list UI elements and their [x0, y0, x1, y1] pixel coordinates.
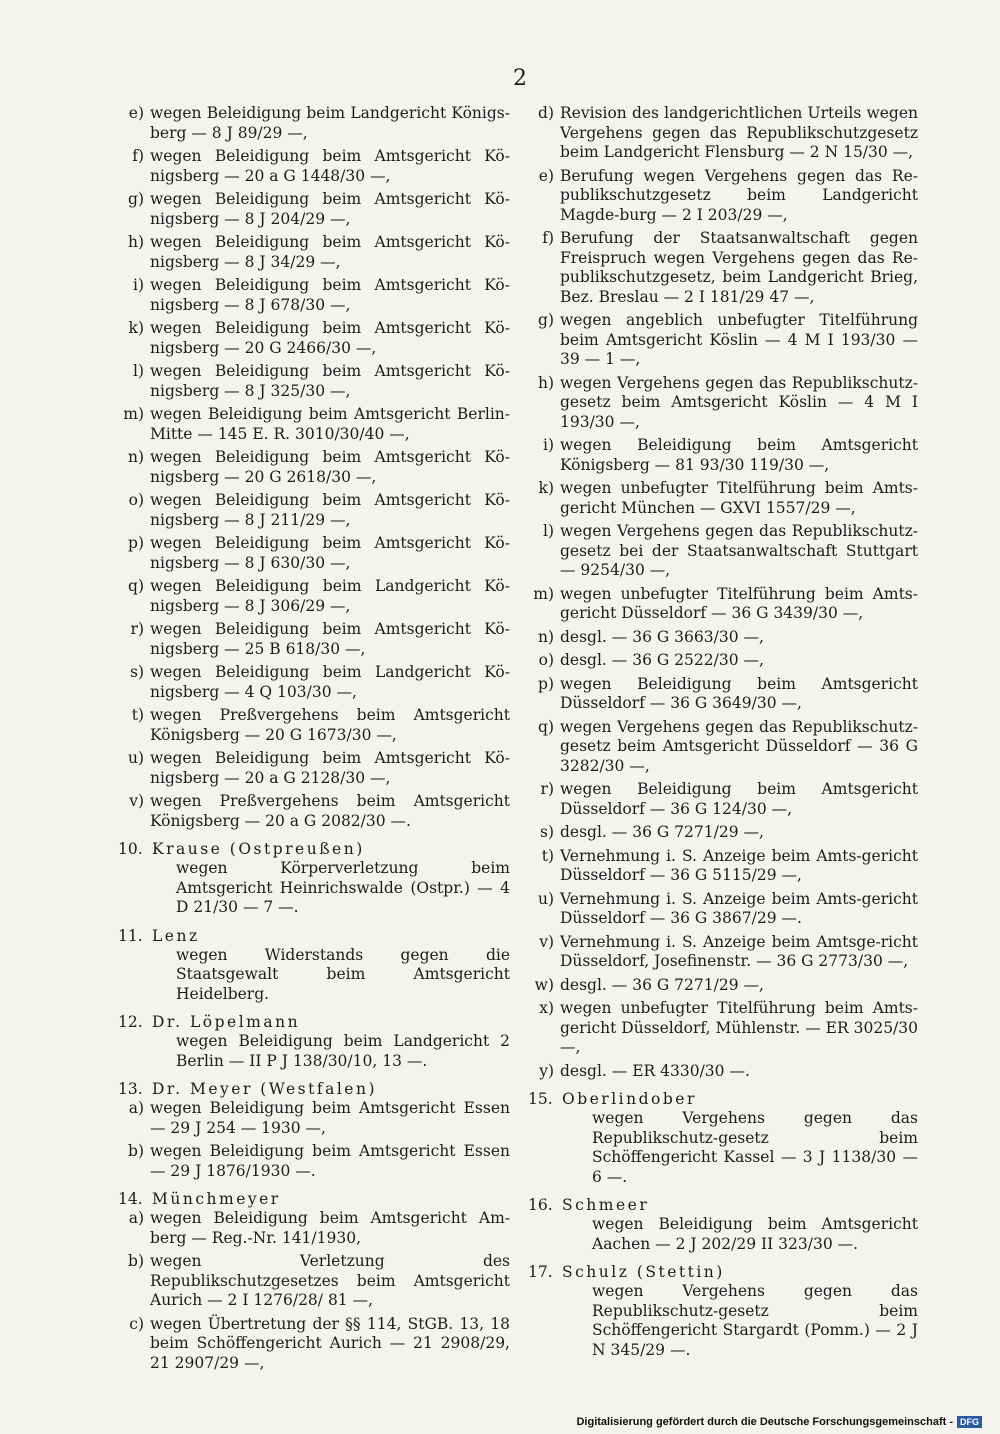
item-15-heading [528, 1089, 918, 1109]
item-label: f) [542, 229, 554, 247]
item-text: wegen Beleidigung beim Amtsgericht Kö-nigsberg — 8 J 211/29 —, [150, 491, 510, 529]
item-label: v) [129, 792, 144, 810]
left-entries [118, 104, 510, 831]
item-text: wegen Übertretung der §§ 114, StGB. 13, 18 beim Schöffengericht Aurich — 21 2908/29, 21 2907/29 —, [150, 1314, 510, 1372]
item-label: n) [537, 627, 554, 646]
item-number: 10. [118, 840, 143, 858]
item-label: u) [127, 749, 144, 767]
item-label: i) [542, 436, 554, 454]
item-label: u) [537, 889, 554, 908]
list-item [118, 1099, 510, 1138]
item-text: wegen Beleidigung beim Amtsgericht Düsseldorf — 36 G 124/30 —, [560, 780, 918, 818]
list-item [118, 190, 510, 229]
item-label: t) [541, 846, 554, 865]
list-item [118, 362, 510, 401]
item-label: v) [539, 932, 554, 951]
item-text: wegen Beleidigung beim Amtsgericht Kö-nigsberg — 20 a G 1448/30 —, [150, 147, 510, 185]
item-17-heading [528, 1262, 918, 1282]
list-item [118, 1209, 510, 1248]
list-item [118, 276, 510, 315]
list-item [528, 999, 918, 1058]
page-number: 2 [513, 66, 527, 91]
item-14-entries [118, 1209, 510, 1373]
item-text: wegen Beleidigung beim Amtsgericht Kö-nigsberg — 8 J 630/30 —, [150, 534, 510, 572]
list-item [528, 628, 918, 648]
list-item [118, 491, 510, 530]
list-item [118, 1315, 510, 1374]
item-text: wegen Beleidigung beim Amtsgericht Essen — 29 J 254 — 1930 —, [150, 1099, 510, 1137]
list-item [118, 792, 510, 831]
item-13-entries [118, 1099, 510, 1181]
item-13-heading [118, 1079, 510, 1099]
item-text: wegen Beleidigung beim Landgericht Kö-nigsberg — 4 Q 103/30 —, [150, 663, 510, 701]
item-number: 12. [118, 1013, 143, 1031]
list-item [528, 823, 918, 843]
item-label: p) [538, 674, 554, 693]
item-text: wegen Beleidigung beim Amtsgericht Kö-nigsberg — 8 J 204/29 —, [150, 190, 510, 228]
list-item [118, 706, 510, 745]
item-text: wegen Preßvergehens beim Amtsgericht Königsberg — 20 G 1673/30 —, [150, 706, 510, 744]
list-item [528, 479, 918, 518]
item-label: w) [534, 975, 554, 994]
item-label: q) [128, 577, 144, 595]
item-label: k) [128, 319, 144, 337]
item-label: h) [537, 373, 554, 392]
item-12-heading [118, 1012, 510, 1032]
dfg-logo: DFG [957, 1416, 982, 1428]
person-name: Münchmeyer [152, 1190, 281, 1208]
item-label: l) [542, 522, 554, 540]
item-label: l) [132, 362, 144, 380]
list-item [118, 233, 510, 272]
item-label: a) [128, 1099, 144, 1117]
item-label: s) [539, 823, 554, 841]
item-label: r) [540, 780, 554, 798]
item-text: wegen Beleidigung beim Amtsgericht Essen — 29 J 1876/1930 —. [150, 1142, 510, 1180]
item-label: b) [128, 1252, 144, 1270]
item-text: desgl. — 36 G 2522/30 —, [560, 651, 764, 669]
item-text: wegen Beleidigung beim Amtsgericht Berlin-Mitte — 145 E. R. 3010/30/40 —, [150, 405, 510, 443]
list-item [528, 847, 918, 886]
item-15-desc: wegen Vergehens gegen das Republikschutz-gesetz beim Schöffengericht Kassel — 3 J 1138/30 — 6 —. [592, 1109, 918, 1186]
item-11-desc: wegen Widerstands gegen die Staatsgewalt beim Amtsgericht Heidelberg. [176, 945, 510, 1003]
item-text: wegen Beleidigung beim Landgericht Kö-nigsberg — 8 J 306/29 —, [150, 577, 510, 615]
item-label: h) [127, 233, 144, 251]
footer [576, 1416, 982, 1428]
item-text: wegen Vergehens gegen das Republikschutz-gesetz bei der Staatsanwaltschaft Stuttgart — 9254/30 —, [560, 522, 918, 579]
list-item [528, 675, 918, 714]
item-label: s) [129, 663, 144, 681]
item-12-desc: wegen Beleidigung beim Landgericht 2 Berlin — II P J 138/30/10, 13 —. [176, 1032, 510, 1070]
left-column [118, 104, 510, 1377]
item-label: e) [128, 104, 144, 122]
item-text: wegen Beleidigung beim Amtsgericht Kö-nigsberg — 8 J 678/30 —, [150, 276, 510, 314]
list-item [118, 405, 510, 444]
item-text: wegen angeblich unbefugter Titelführung beim Amtsgericht Köslin — 4 M I 193/30 — 39 — 1 —, [560, 311, 918, 368]
list-item [528, 229, 918, 307]
list-item [118, 534, 510, 573]
list-item [528, 976, 918, 996]
list-item [528, 167, 918, 226]
list-item [118, 663, 510, 702]
item-label: e) [538, 166, 554, 185]
item-label: i) [132, 276, 144, 294]
item-number: 16. [528, 1196, 553, 1214]
item-text: wegen Verletzung des Republikschutzgesetzes beim Amtsgericht Aurich — 2 I 1276/28/ 81 —, [150, 1252, 510, 1309]
item-text: wegen Beleidigung beim Amtsgericht Kö-nigsberg — 8 J 325/30 —, [150, 362, 510, 400]
item-text: Vernehmung i. S. Anzeige beim Amts-gericht Düsseldorf — 36 G 5115/29 —, [560, 846, 918, 884]
item-text: wegen Beleidigung beim Amtsgericht Am-berg — Reg.-Nr. 141/1930, [150, 1209, 510, 1247]
item-label: a) [128, 1209, 144, 1227]
item-number: 15. [528, 1090, 553, 1108]
item-text: desgl. — 36 G 7271/29 —, [560, 975, 764, 994]
item-label: y) [539, 1061, 554, 1080]
item-text: Revision des landgerichtlichen Urteils wegen Vergehens gegen das Republikschutzgesetz beim Landgericht Flensburg — 2 N 15/30 —, [560, 104, 918, 161]
item-number: 17. [528, 1263, 553, 1281]
item-10-desc: wegen Körperverletzung beim Amtsgericht Heinrichswalde (Ostpr.) — 4 D 21/30 — 7 —. [176, 859, 510, 916]
item-text: wegen Beleidigung beim Amtsgericht Kö-nigsberg — 25 B 618/30 —, [150, 620, 510, 658]
item-label: k) [538, 479, 554, 497]
list-item [528, 718, 918, 777]
item-text: wegen Beleidigung beim Landgericht Königs-berg — 8 J 89/29 —, [150, 104, 510, 142]
person-name: Oberlindober [562, 1090, 697, 1108]
item-number: 13. [118, 1080, 143, 1098]
item-text: wegen unbefugter Titelführung beim Amts-gericht München — GXVI 1557/29 —, [560, 479, 918, 517]
list-item [528, 311, 918, 370]
list-item [528, 522, 918, 581]
item-label: o) [128, 491, 144, 509]
item-label: f) [132, 147, 144, 165]
list-item [528, 585, 918, 624]
list-item [528, 436, 918, 475]
list-item [528, 780, 918, 819]
item-text: wegen Vergehens gegen das Republikschutz-gesetz beim Amtsgericht Köslin — 4 M I 193/30 —, [560, 373, 918, 431]
item-10-heading [118, 839, 510, 859]
item-text: wegen unbefugter Titelführung beim Amts-gericht Düsseldorf — 36 G 3439/30 —, [560, 584, 918, 622]
list-item [118, 620, 510, 659]
item-label: r) [130, 620, 144, 638]
item-text: Vernehmung i. S. Anzeige beim Amts-gericht Düsseldorf — 36 G 3867/29 —. [560, 889, 918, 927]
item-label: o) [538, 651, 554, 669]
item-text: desgl. — ER 4330/30 —. [560, 1061, 750, 1080]
list-item [528, 104, 918, 163]
item-label: g) [538, 311, 554, 329]
right-column [528, 104, 918, 1366]
item-text: Vernehmung i. S. Anzeige beim Amtsge-richt Düsseldorf, Josefinenstr. — 36 G 2773/30 —, [560, 932, 918, 970]
list-item [118, 104, 510, 143]
item-text: desgl. — 36 G 3663/30 —, [560, 627, 764, 646]
item-16-desc: wegen Beleidigung beim Amtsgericht Aachen — 2 J 202/29 II 323/30 —. [592, 1215, 918, 1253]
footer-text: Digitalisierung gefördert durch die Deutsche Forschungsgemeinschaft - [576, 1416, 953, 1428]
item-label: b) [128, 1142, 144, 1160]
item-label: c) [129, 1314, 144, 1333]
list-item [528, 374, 918, 433]
item-label: q) [538, 717, 554, 736]
person-name: Dr. Löpelmann [152, 1013, 301, 1031]
list-item [528, 651, 918, 671]
item-label: m) [533, 584, 554, 603]
item-label: t) [131, 706, 144, 724]
list-item [118, 749, 510, 788]
item-14-heading [118, 1189, 510, 1209]
item-17-desc: wegen Vergehens gegen das Republikschutz-gesetz beim Schöffengericht Stargardt (Pomm.) — 2 J N 345/29 —. [592, 1282, 918, 1359]
list-item [528, 1062, 918, 1082]
list-item [528, 933, 918, 972]
item-label: d) [538, 104, 554, 122]
right-entries [528, 104, 918, 1081]
item-16-heading [528, 1195, 918, 1215]
item-text: wegen Beleidigung beim Amtsgericht Düsseldorf — 36 G 3649/30 —, [560, 674, 918, 712]
person-name: Lenz [152, 926, 200, 945]
person-name: Dr. Meyer (Westfalen) [152, 1080, 378, 1098]
item-text: wegen unbefugter Titelführung beim Amts-gericht Düsseldorf, Mühlenstr. — ER 3025/30 —, [560, 999, 918, 1056]
item-label: p) [128, 534, 144, 552]
list-item [118, 448, 510, 487]
item-text: Berufung der Staatsanwaltschaft gegen Freispruch wegen Vergehens gegen das Re-publikschutzgesetz, beim Landgericht Brieg, Bez. Breslau — 2 I 181/29 47 —, [560, 229, 918, 306]
item-number: 11. [118, 926, 143, 945]
item-text: desgl. — 36 G 7271/29 —, [560, 823, 764, 841]
list-item [118, 319, 510, 358]
person-name: Krause (Ostpreußen) [152, 840, 365, 858]
item-text: wegen Beleidigung beim Amtsgericht Kö-nigsberg — 8 J 34/29 —, [150, 233, 510, 271]
person-name: Schulz (Stettin) [562, 1263, 725, 1281]
item-text: Berufung wegen Vergehens gegen das Re-publikschutzgesetz beim Landgericht Magde-burg — 2 I 203/29 —, [560, 166, 918, 224]
item-text: wegen Beleidigung beim Amtsgericht Kö-nigsberg — 20 G 2466/30 —, [150, 319, 510, 357]
item-label: g) [128, 190, 144, 208]
person-name: Schmeer [562, 1196, 650, 1214]
item-number: 14. [118, 1190, 143, 1208]
item-11-heading [118, 926, 510, 946]
item-text: wegen Vergehens gegen das Republikschutz-gesetz beim Amtsgericht Düsseldorf — 36 G 3282/30 —, [560, 717, 918, 775]
item-text: wegen Beleidigung beim Amtsgericht Kö-nigsberg — 20 a G 2128/30 —, [150, 749, 510, 787]
item-text: wegen Beleidigung beim Amtsgericht Kö-nigsberg — 20 G 2618/30 —, [150, 448, 510, 486]
list-item [118, 1252, 510, 1311]
item-text: wegen Beleidigung beim Amtsgericht Königsberg — 81 93/30 119/30 —, [560, 436, 918, 474]
list-item [118, 577, 510, 616]
item-label: m) [123, 405, 144, 423]
item-label: x) [539, 999, 554, 1017]
list-item [528, 890, 918, 929]
item-label: n) [127, 448, 144, 466]
list-item [118, 147, 510, 186]
list-item [118, 1142, 510, 1181]
item-text: wegen Preßvergehens beim Amtsgericht Königsberg — 20 a G 2082/30 —. [150, 792, 510, 830]
